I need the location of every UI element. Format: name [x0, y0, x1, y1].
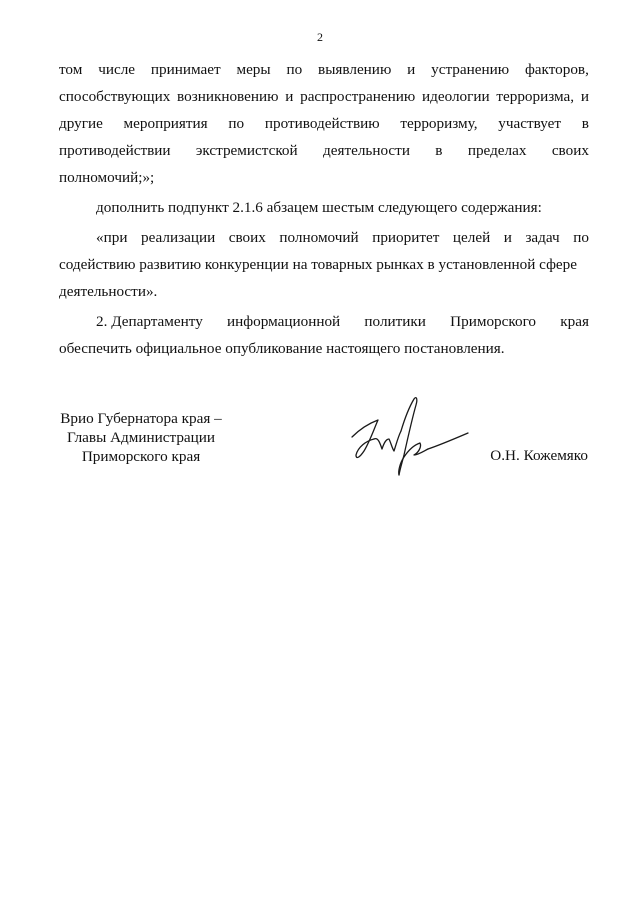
- word: числе: [98, 61, 136, 78]
- word: участвует: [498, 115, 562, 132]
- signatory-name: О.Н. Кожемяко: [490, 447, 588, 464]
- paragraph-4-line-2: обеспечить официальное опубликование настоящего постановления.: [59, 340, 505, 357]
- paragraph-3-line-2: содействию развитию конкуренции на товарных рынках в установленной сфере: [59, 256, 578, 273]
- signatory-title-line-2: Главы Администрации: [66, 429, 216, 446]
- word: и: [580, 88, 589, 105]
- paragraph-4-line-1: [59, 308, 589, 335]
- paragraph-1-line-5: полномочий;»;: [59, 169, 155, 186]
- signatory-title: [56, 409, 226, 466]
- word: противодействию: [264, 115, 380, 132]
- word: экстремистской: [195, 142, 298, 159]
- word: и: [503, 229, 512, 246]
- word: по: [286, 61, 303, 78]
- signatory-title-line-3: Приморского края: [81, 448, 201, 465]
- word: по: [573, 229, 589, 246]
- word: своих: [551, 142, 589, 159]
- word: «при: [96, 229, 128, 246]
- paragraph-2-line-1: дополнить подпункт 2.1.6 абзацем шестым следующего содержания:: [96, 199, 542, 216]
- word: приоритет: [372, 229, 440, 246]
- word: возникновению: [177, 88, 279, 105]
- signature-block: [56, 409, 596, 489]
- word: по: [228, 115, 245, 132]
- paragraph-1-line-3: [59, 110, 589, 137]
- word: том: [59, 61, 83, 78]
- word: пределах: [467, 142, 527, 159]
- word: информационной: [227, 313, 341, 330]
- page-number: 2: [317, 30, 323, 44]
- word: края: [560, 313, 589, 330]
- word: политики: [364, 313, 426, 330]
- word: принимает: [150, 61, 221, 78]
- word: реализации: [140, 229, 216, 246]
- word: и: [285, 88, 294, 105]
- paragraph-3-line-1: [59, 224, 589, 251]
- word: терроризма,: [496, 88, 575, 105]
- word: распространению: [300, 88, 416, 105]
- document-body: [59, 56, 589, 362]
- word: полномочий: [279, 229, 359, 246]
- paragraph-1-line-4: [59, 137, 589, 164]
- paragraph-1-line-1: [59, 56, 589, 83]
- word: терроризму,: [400, 115, 478, 132]
- word: выявлению: [318, 61, 392, 78]
- word: 2. Департаменту: [96, 313, 203, 330]
- word: Приморского: [450, 313, 537, 330]
- word: целей: [452, 229, 491, 246]
- handwritten-signature: [344, 393, 474, 483]
- word: и: [407, 61, 416, 78]
- word: способствующих: [59, 88, 171, 105]
- paragraph-1-line-2: [59, 83, 589, 110]
- word: деятельности: [323, 142, 410, 159]
- word: противодействии: [59, 142, 171, 159]
- word: мероприятия: [123, 115, 208, 132]
- word: задач: [525, 229, 560, 246]
- paragraph-3-line-3: деятельности».: [59, 283, 158, 300]
- word: устранению: [431, 61, 510, 78]
- word: своих: [228, 229, 266, 246]
- word: идеологии: [421, 88, 490, 105]
- word: в: [435, 142, 443, 159]
- word: в: [581, 115, 589, 132]
- word: меры: [236, 61, 271, 78]
- word: факторов,: [524, 61, 589, 78]
- word: другие: [59, 115, 103, 132]
- signatory-title-line-1: Врио Губернатора края –: [60, 410, 222, 427]
